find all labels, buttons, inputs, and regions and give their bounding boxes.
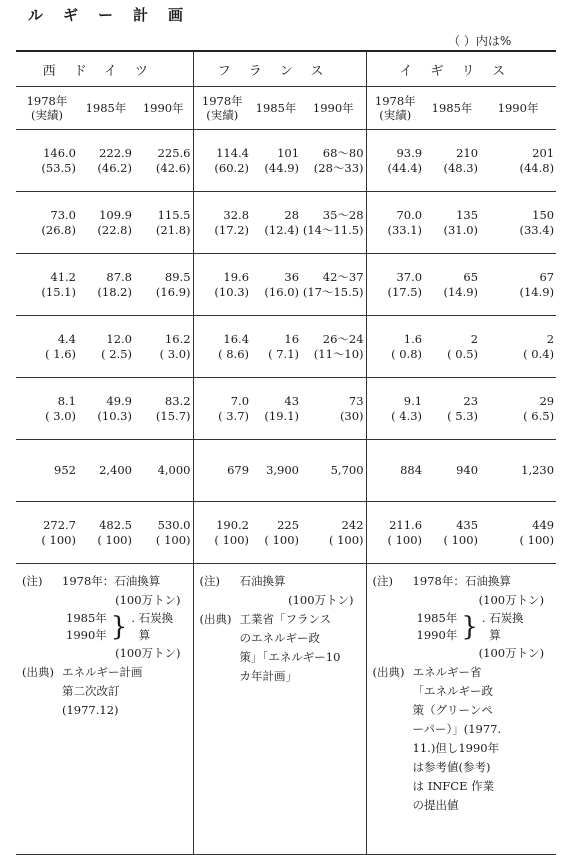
table-cell: [424, 254, 480, 316]
table-cell: [480, 192, 556, 254]
cell-percent: ( 3.0): [45, 408, 76, 423]
notes-row: [16, 564, 556, 855]
cell-value: 16: [284, 331, 300, 346]
table-cell: [301, 502, 366, 564]
note-text: 算: [489, 628, 501, 642]
cell-value: 65: [463, 269, 479, 284]
cell-percent: (60.2): [214, 160, 250, 175]
note-text: エネルギー省: [412, 665, 482, 679]
cell-value: 222.9: [99, 145, 132, 160]
cell-percent: ( 100): [41, 532, 76, 547]
cell-value: 16.2: [164, 331, 191, 346]
table-cell: [78, 192, 134, 254]
note-label: (注): [199, 574, 220, 588]
cell-percent: (14.9): [519, 284, 555, 299]
year-header: [366, 87, 424, 130]
cell-percent: ( 6.5): [523, 408, 555, 423]
note-text: 11.)但し1990年: [412, 741, 500, 755]
cell-value: 87.8: [106, 269, 132, 284]
table-cell: [134, 378, 193, 440]
brace-glyph: }: [461, 612, 478, 642]
notes-france: [193, 564, 366, 855]
cell-percent: ( 100): [214, 532, 250, 547]
cell-value: 89.5: [164, 269, 191, 284]
table-row: [16, 440, 556, 502]
cell-percent: ( 100): [155, 532, 191, 547]
table-cell: [480, 316, 556, 378]
table-body: [16, 130, 556, 564]
cell-value: 272.7: [43, 517, 76, 532]
cell-value: 211.6: [389, 517, 423, 532]
note-text: 工業省「フランス: [239, 612, 332, 626]
table-cell: [301, 254, 366, 316]
cell-value: 26～24: [322, 331, 364, 346]
cell-percent: (22.8): [97, 222, 132, 237]
cell-value: 49.9: [106, 393, 132, 408]
note-text: 1990年: [416, 628, 458, 642]
cell-percent: ( 7.1): [268, 346, 300, 361]
cell-value: 109.9: [99, 207, 132, 222]
note-text: ーパー）」(1977.: [412, 722, 502, 736]
table-cell: [366, 130, 424, 192]
cell-value: 8.1: [57, 393, 76, 408]
cell-value: 16.4: [223, 331, 250, 346]
cell-value: 32.8: [223, 207, 250, 222]
cell-percent: (16.0): [264, 284, 300, 299]
cell-value: 4,000: [157, 463, 191, 477]
table-cell: [251, 440, 301, 502]
table-cell: [134, 316, 193, 378]
note-text: 1985年: [416, 611, 458, 625]
table-cell: [251, 502, 301, 564]
table-cell: [424, 502, 480, 564]
table-cell: [78, 316, 134, 378]
table-cell: [480, 254, 556, 316]
table-cell: [16, 130, 78, 192]
note-text: (100万トン): [288, 593, 354, 607]
cell-percent: (26.8): [41, 222, 76, 237]
year-header: [251, 87, 301, 130]
year-label: 1990年: [497, 101, 539, 115]
year-label: 1985年: [255, 101, 297, 115]
table-cell: [424, 378, 480, 440]
table-row: [16, 130, 556, 192]
year-qualifier: (実績): [379, 108, 412, 122]
cell-percent: (19.1): [264, 408, 300, 423]
year-label: 1978年: [374, 94, 416, 108]
year-qualifier: (実績): [206, 108, 239, 122]
table-cell: [134, 130, 193, 192]
table-cell: [366, 316, 424, 378]
table-cell: [301, 192, 366, 254]
cell-percent: (17.5): [387, 284, 423, 299]
cell-value: 884: [400, 463, 423, 477]
notes-west-germany: (注) 1978年：石油換算 (100万トン) 1985年 1990年 } . 石炭換 算 (100万トン) (出典) エネルギー計画 第二次改訂 (1977.12): [16, 564, 193, 855]
table-cell: [301, 130, 366, 192]
year-qualifier: (実績): [31, 108, 63, 122]
table-cell: [366, 192, 424, 254]
cell-value: 36: [284, 269, 300, 284]
note-text: カ年計画」: [239, 669, 298, 683]
year-label: 1985年: [85, 101, 127, 115]
cell-percent: (14～11.5): [302, 222, 364, 237]
cell-value: 43: [284, 393, 300, 408]
country-header-row: [16, 51, 556, 87]
source-label: (出典): [372, 665, 405, 679]
cell-percent: (11～10): [313, 346, 364, 361]
cell-value: 83.2: [164, 393, 191, 408]
table-cell: [366, 254, 424, 316]
cell-value: 679: [227, 463, 250, 477]
table-row: [16, 316, 556, 378]
cell-percent: ( 3.0): [159, 346, 191, 361]
note-text: 石炭換: [138, 611, 174, 625]
note-text: 石油換算: [239, 574, 286, 588]
note-text: (100万トン): [115, 646, 181, 660]
cell-percent: ( 100): [97, 532, 132, 547]
country-france: フランス: [193, 51, 366, 87]
note-text: は INFCE 作業: [412, 779, 495, 793]
table-cell: [193, 378, 251, 440]
table-cell: [251, 192, 301, 254]
cell-percent: (31.0): [443, 222, 479, 237]
cell-value: 101: [277, 145, 300, 160]
note-text: 第二次改訂: [62, 684, 120, 698]
cell-percent: (10.3): [97, 408, 132, 423]
note-text: (100万トン): [478, 646, 545, 660]
cell-percent: (44.4): [387, 160, 423, 175]
table-cell: [78, 502, 134, 564]
note-text: 1978年：石油換算: [62, 574, 161, 588]
cell-percent: (44.8): [519, 160, 555, 175]
country-west-germany: 西ドイツ: [16, 51, 193, 87]
table-cell: [16, 502, 78, 564]
table-cell: [251, 130, 301, 192]
cell-value: 7.0: [230, 393, 250, 408]
cell-value: 35～28: [322, 207, 364, 222]
cell-value: 1.6: [403, 331, 423, 346]
note-text: 1978年：石油換算: [412, 574, 511, 588]
year-header-row: [16, 87, 556, 130]
note-label: (注): [22, 574, 43, 588]
cell-percent: ( 100): [264, 532, 300, 547]
energy-plan-table: [16, 50, 556, 855]
cell-value: 530.0: [157, 517, 191, 532]
source-label: (出典): [22, 665, 54, 679]
table-cell: [193, 254, 251, 316]
cell-value: 115.5: [157, 207, 191, 222]
cell-value: 940: [456, 463, 479, 477]
cell-value: 5,700: [330, 463, 364, 477]
table-cell: [480, 440, 556, 502]
table-cell: [301, 440, 366, 502]
note-text: エネルギー計画: [62, 665, 143, 679]
page-title: ルギー計画: [28, 6, 204, 24]
cell-value: 28: [284, 207, 300, 222]
note-text: は参考値(参考): [412, 760, 491, 774]
cell-value: 93.9: [396, 145, 423, 160]
cell-value: 2: [470, 331, 479, 346]
table-cell: [193, 316, 251, 378]
year-label: 1990年: [142, 101, 184, 115]
cell-value: 135: [456, 207, 479, 222]
cell-percent: (16.9): [155, 284, 191, 299]
year-header: [424, 87, 480, 130]
cell-value: 952: [54, 463, 76, 477]
cell-value: 242: [341, 517, 364, 532]
cell-percent: (33.1): [387, 222, 423, 237]
cell-percent: (15.7): [155, 408, 191, 423]
brace-glyph: }: [110, 612, 128, 642]
table-cell: [424, 316, 480, 378]
cell-percent: (15.1): [41, 284, 76, 299]
cell-value: 68～80: [322, 145, 364, 160]
year-header: [16, 87, 78, 130]
cell-percent: ( 5.3): [447, 408, 479, 423]
note-text: 策」「エネルギー10: [239, 650, 341, 664]
cell-percent: ( 0.4): [523, 346, 555, 361]
cell-percent: (12.4): [264, 222, 300, 237]
cell-percent: ( 8.6): [218, 346, 250, 361]
cell-value: 2,400: [99, 463, 132, 477]
table-cell: [301, 378, 366, 440]
country-uk: イギリス: [366, 51, 556, 87]
year-header: [134, 87, 193, 130]
table-cell: [16, 192, 78, 254]
cell-percent: ( 3.7): [218, 408, 250, 423]
cell-percent: (53.5): [41, 160, 76, 175]
cell-value: 73.0: [50, 207, 76, 222]
note-label: (注): [372, 574, 394, 588]
year-label: 1990年: [312, 101, 354, 115]
note-text: の提出値: [412, 798, 459, 812]
table-row: [16, 502, 556, 564]
cell-value: 67: [539, 269, 555, 284]
cell-value: 225.6: [157, 145, 191, 160]
note-text: 策（グリーンペ: [412, 703, 493, 717]
notes-uk: (注) 1978年：石油換算 (100万トン) 1985年 1990年 } . 石炭換 算 (100万トン) (出典) エネルギー省 「エネルギー政 策（グリーンペ ーパー）」(1977. 11.)但し1990年 は参考値(参考) は INFCE 作業 の提出値: [366, 564, 556, 855]
cell-value: 3,900: [266, 463, 300, 477]
cell-value: 190.2: [216, 517, 250, 532]
table-cell: [424, 192, 480, 254]
year-label: 1978年: [26, 94, 68, 108]
unit-note: （ ）内は%: [448, 34, 512, 48]
table-cell: [480, 502, 556, 564]
table-cell: [480, 130, 556, 192]
cell-percent: (10.3): [214, 284, 250, 299]
source-label: (出典): [199, 612, 232, 626]
note-text: 1985年: [66, 611, 107, 625]
cell-percent: (17～15.5): [302, 284, 364, 299]
cell-value: 2: [546, 331, 555, 346]
note-text: (100万トン): [115, 593, 181, 607]
table-cell: [134, 502, 193, 564]
table-cell: [134, 192, 193, 254]
table-cell: [424, 130, 480, 192]
cell-value: 201: [532, 145, 555, 160]
cell-percent: (17.2): [214, 222, 250, 237]
cell-percent: (46.2): [97, 160, 132, 175]
table-cell: [193, 502, 251, 564]
cell-percent: ( 100): [443, 532, 479, 547]
cell-value: 29: [539, 393, 555, 408]
cell-value: 19.6: [223, 269, 250, 284]
cell-percent: (14.9): [443, 284, 479, 299]
note-text: (1977.12): [62, 703, 119, 717]
cell-percent: (42.6): [155, 160, 191, 175]
cell-value: 435: [456, 517, 479, 532]
table-row: [16, 192, 556, 254]
cell-percent: (48.3): [443, 160, 479, 175]
cell-value: 12.0: [106, 331, 132, 346]
table-cell: [251, 316, 301, 378]
cell-value: 73: [348, 393, 364, 408]
note-text: 石炭換: [489, 611, 524, 625]
cell-value: 1,230: [521, 463, 555, 477]
table-cell: [134, 440, 193, 502]
cell-percent: (18.2): [97, 284, 132, 299]
table-cell: [16, 378, 78, 440]
table-cell: [16, 316, 78, 378]
table-cell: [301, 316, 366, 378]
table-cell: [16, 440, 78, 502]
year-label: 1985年: [431, 101, 473, 115]
cell-value: 42～37: [322, 269, 364, 284]
cell-value: 41.2: [50, 269, 76, 284]
table-cell: [16, 254, 78, 316]
cell-percent: (21.8): [155, 222, 191, 237]
cell-percent: ( 0.5): [447, 346, 479, 361]
table-cell: [78, 254, 134, 316]
table-cell: [134, 254, 193, 316]
cell-percent: ( 100): [387, 532, 423, 547]
cell-percent: (28～33): [313, 160, 364, 175]
table-cell: [366, 502, 424, 564]
cell-value: 9.1: [403, 393, 423, 408]
cell-value: 449: [532, 517, 555, 532]
cell-percent: (44.9): [264, 160, 300, 175]
note-text: のエネルギー政: [239, 631, 321, 645]
cell-percent: ( 2.5): [101, 346, 132, 361]
table-cell: [193, 192, 251, 254]
cell-percent: ( 1.6): [45, 346, 76, 361]
cell-percent: (30): [339, 408, 364, 423]
note-text: 算: [138, 628, 151, 642]
cell-value: 23: [463, 393, 479, 408]
cell-value: 150: [532, 207, 555, 222]
table-cell: [251, 254, 301, 316]
note-text: (100万トン): [478, 593, 545, 607]
year-header: [193, 87, 251, 130]
cell-value: 70.0: [396, 207, 423, 222]
cell-percent: ( 100): [519, 532, 555, 547]
table-cell: [480, 378, 556, 440]
year-header: [301, 87, 366, 130]
cell-percent: ( 100): [328, 532, 364, 547]
table-cell: [78, 378, 134, 440]
table-cell: [193, 130, 251, 192]
table-cell: [193, 440, 251, 502]
table-cell: [78, 440, 134, 502]
table-cell: [424, 440, 480, 502]
cell-percent: ( 4.3): [391, 408, 423, 423]
year-header: [480, 87, 556, 130]
cell-percent: ( 0.8): [391, 346, 423, 361]
table-cell: [366, 440, 424, 502]
table-cell: [78, 130, 134, 192]
cell-value: 37.0: [396, 269, 423, 284]
cell-value: 482.5: [99, 517, 132, 532]
cell-value: 210: [456, 145, 479, 160]
cell-value: 4.4: [57, 331, 76, 346]
cell-value: 146.0: [43, 145, 76, 160]
table-row: [16, 254, 556, 316]
table-row: [16, 378, 556, 440]
note-text: 「エネルギー政: [412, 684, 494, 698]
year-label: 1978年: [201, 94, 243, 108]
table-cell: [251, 378, 301, 440]
cell-percent: (33.4): [519, 222, 555, 237]
year-header: [78, 87, 134, 130]
cell-value: 114.4: [216, 145, 250, 160]
table-cell: [366, 378, 424, 440]
note-text: 1990年: [66, 628, 107, 642]
cell-value: 225: [277, 517, 300, 532]
